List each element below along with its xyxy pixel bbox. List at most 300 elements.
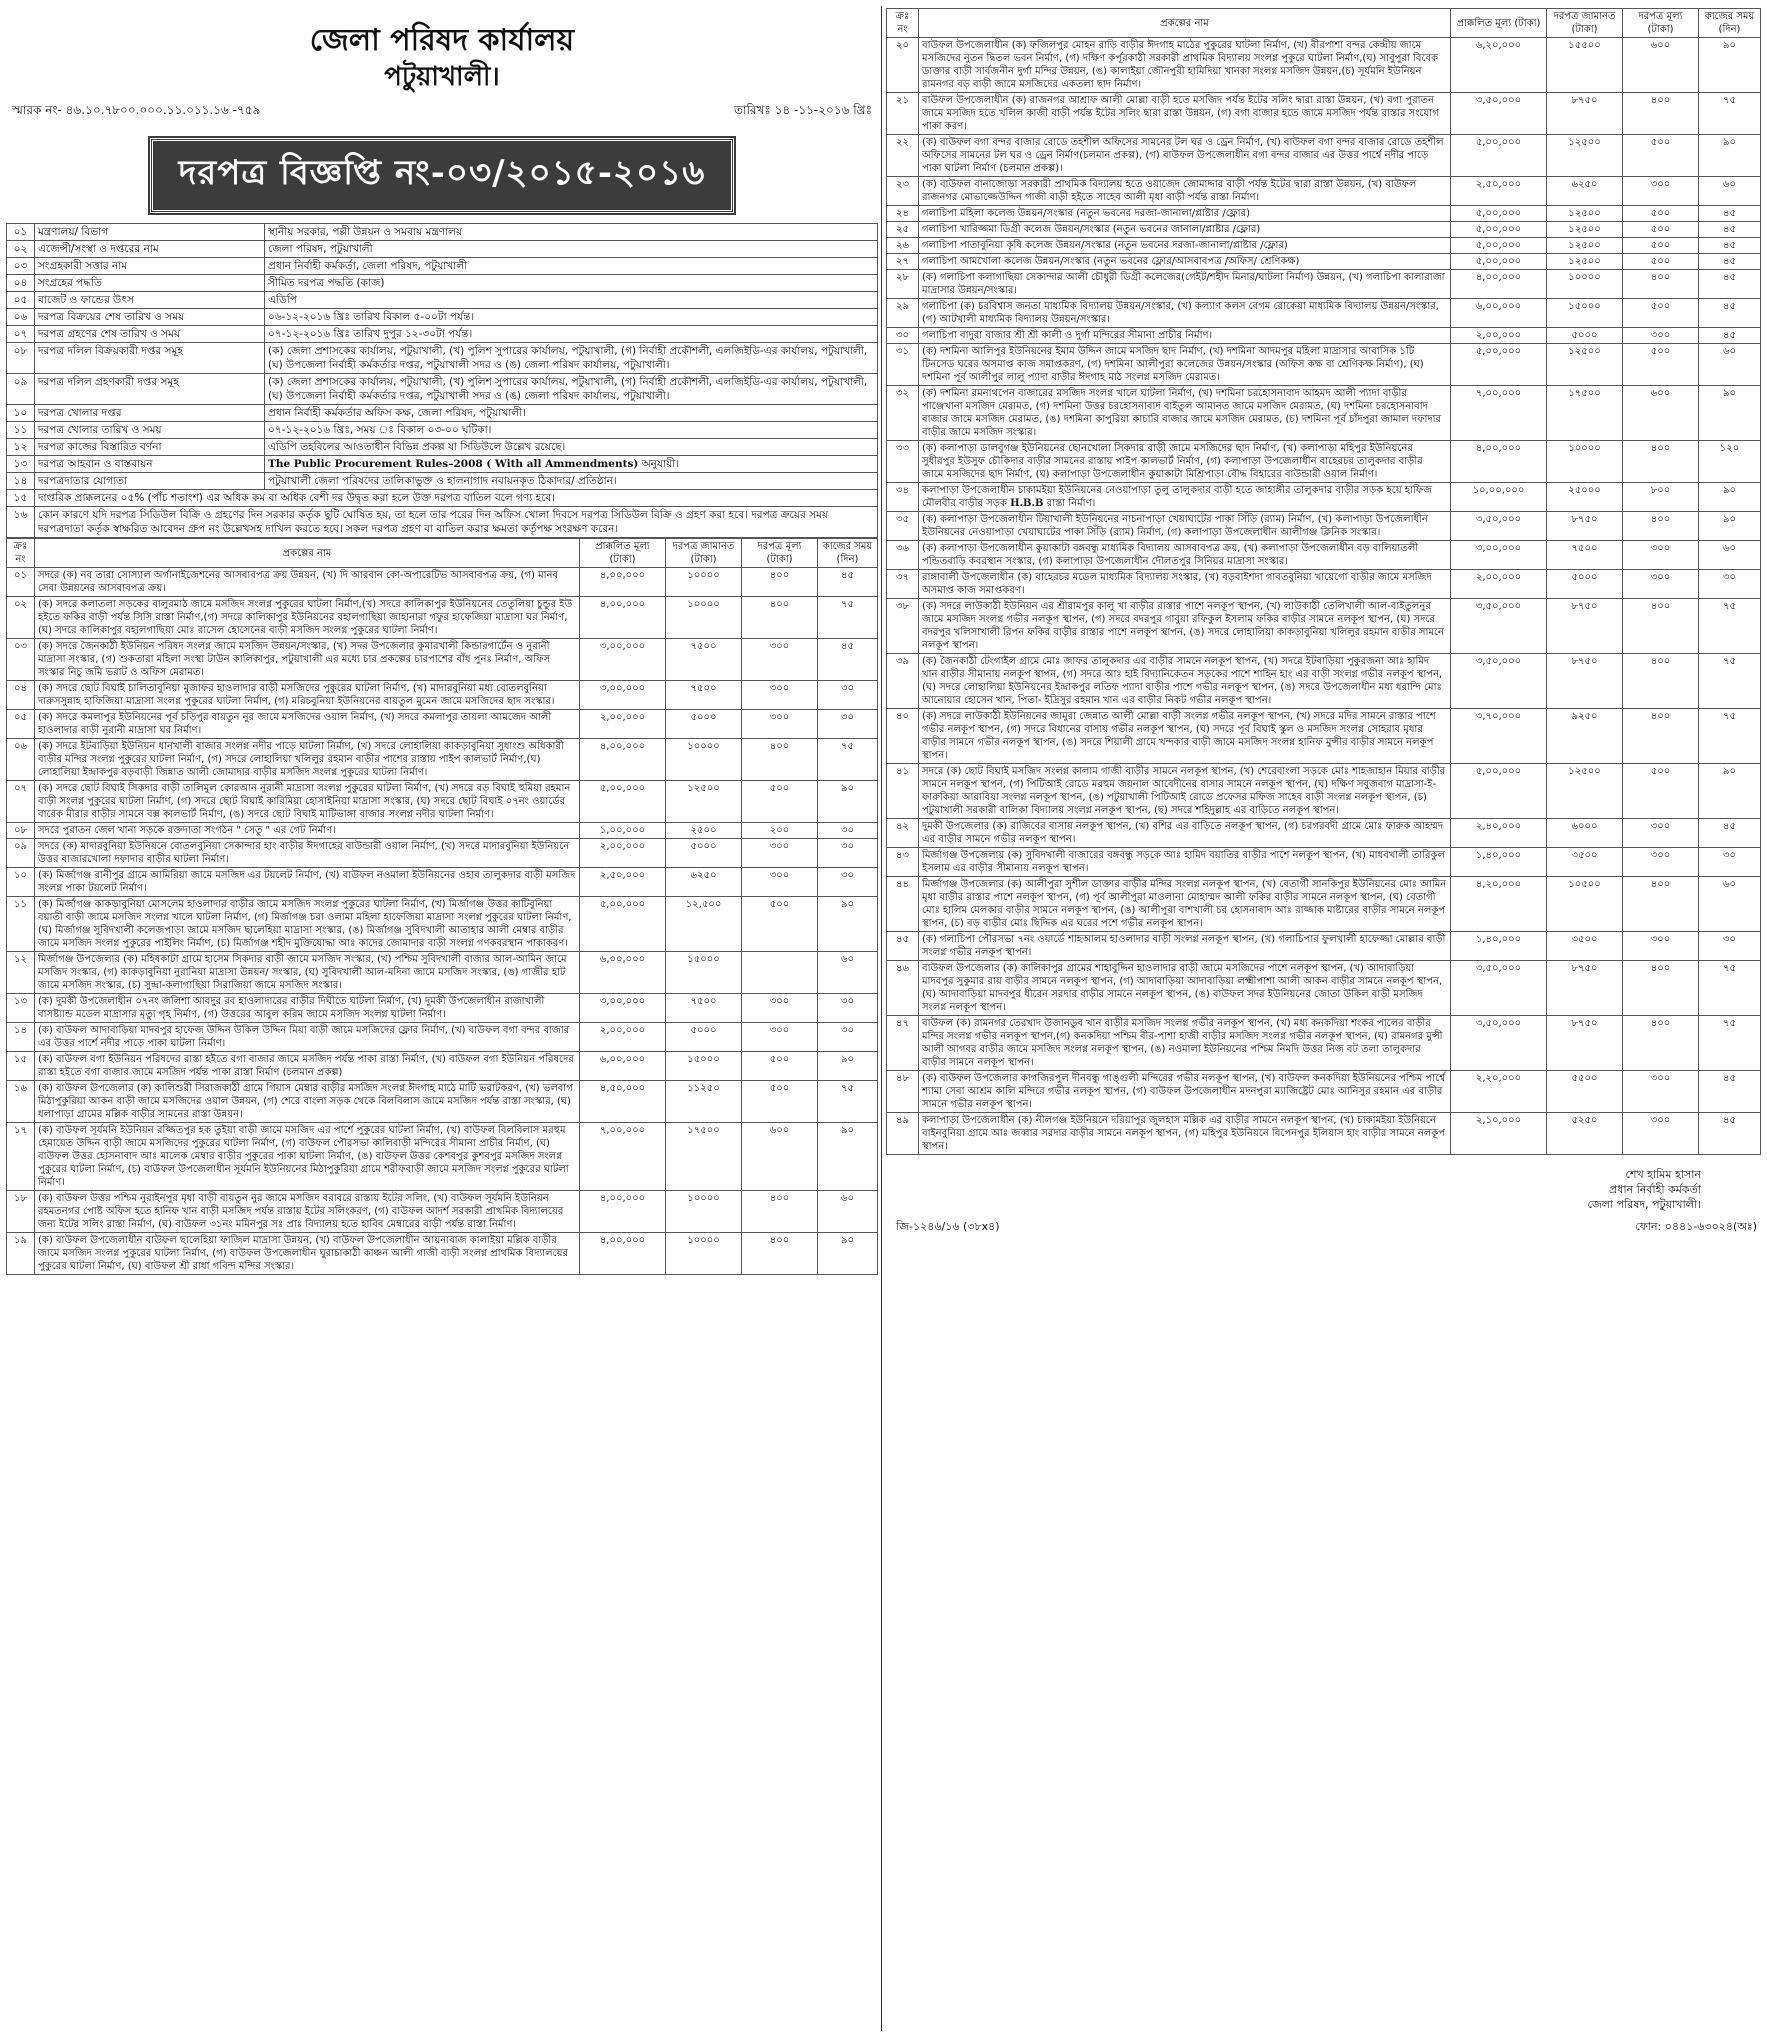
- project-price: ৩০০: [742, 994, 818, 1023]
- project-row: [887, 709, 1761, 764]
- project-security: ৫২৫০: [1547, 1113, 1623, 1155]
- project-row: [887, 254, 1761, 270]
- info-row: [7, 309, 878, 326]
- project-row: [887, 541, 1761, 570]
- project-serial: ০৪: [7, 681, 35, 710]
- project-price: ৪০০: [742, 597, 818, 639]
- info-row-label: মন্ত্রণালয়/ বিভাগ: [35, 224, 265, 241]
- project-duration: ৩০: [818, 710, 878, 739]
- project-security: ১৫০০০: [666, 952, 742, 994]
- project-row: [887, 483, 1761, 512]
- project-row: [7, 781, 878, 823]
- project-duration: ৭৫: [1699, 654, 1761, 709]
- project-estimate: ২,০০,০০০: [1451, 328, 1547, 344]
- project-name: [919, 541, 1451, 570]
- project-row: [887, 328, 1761, 344]
- project-name-text: (ক) সদরে কলাতলা সড়কের বালুরমাঠ জামে মসজিদ সংলগ্ন পুকুরের ঘাটলা নির্মাণ,(খ) সদরে কালিকাপুর ইউনিয়নের তেতুলিয়া চুন্ডুর ইউ হইতে ফকির বাড়ী পর্যন্ত সিসি রাস্তা নির্মাণ,(গ) সদরে কালিকাপুর ইউনিয়নের বহালগাছিয়া জাহানারা গফুর হাফেজিয়া মাদ্রাসা ঘর নির্মাণ, (ঘ) সদরে কালিকাপুর বহালগাছিয়া মোঃ রাসেল হোসেনের বাড়ী মসজিদ সংলগ্ন পুকুরের ঘাটলা নির্মাণ।: [38, 599, 573, 636]
- project-name: [919, 135, 1451, 177]
- project-row: [7, 1233, 878, 1275]
- project-serial: ৩১: [887, 344, 919, 386]
- project-name-text: (ক) সদরে ইটবাড়িয়া ইউনিয়ন ধানখালী বাজার সংলগ্ন নদীর পাড়ে ঘাটলা নির্মাণ, (খ) সদরে লোহালিয়া কাকড়াবুনিয়া সুধাংশু অধিকারী বাড়ীর মন্দির সংলগ্ন পুকুরের ঘাটলা নির্মাণ, (গ) সদরে লোহালিয়া খলিলুর রহমান বাড়ীর পাশের রাস্তায় পাইপ কালভার্ট নির্মাণ,(ঘ) লোহালিয়া ইন্দ্রাকপুর বড়বাড়ী জিন্নাত আলী জোমাদার বাড়ীর মসজিদ সংলগ্ন পুকুরের ঘাটলা নির্মাণ।: [38, 741, 564, 778]
- project-security: ৫০০০: [666, 710, 742, 739]
- project-duration: ৪৫: [1699, 206, 1761, 222]
- project-name: [35, 897, 580, 952]
- project-name: [35, 1081, 580, 1123]
- project-serial: ৪১: [887, 764, 919, 819]
- project-duration: ৩০: [818, 839, 878, 868]
- project-name: [919, 222, 1451, 238]
- info-row: [7, 292, 878, 309]
- project-row: [887, 93, 1761, 135]
- project-serial: ২৭: [887, 254, 919, 270]
- project-name: [35, 739, 580, 781]
- project-name-text: বাউফল (ক) রামনগর তেরখাদ উজানডুব খান বাড়ীর মসজিদ সংলগ্ন গভীর নলকূপ স্থাপন, (খ) মধ্য কনকদিয়া শংকর পালের বাড়ীর মন্দির সংলগ্ন গভীর নলকূপ স্থাপন,(গ) কনকদিয়া পশ্চিম বীর-পাশা হাজী বাড়ীর মসজিদ সংলগ্ন গভীর নলকূপ স্থাপন, (ঘ) রামনগর মুন্সী আলী আগবর বাড়ীর জামে মসজিদ সংলগ্ন নলকূপ স্থাপন, (ঙ) নওমালা ইউনিয়নের পশ্চিম নিমদি উত্তর নিজ বট তলা তালুকদার বাড়ীর সামনে নলকূপ স্থাপন।: [922, 1018, 1443, 1068]
- project-price: ৩০০: [1623, 328, 1699, 344]
- info-row-value-text: অনুযায়ী।: [641, 458, 680, 470]
- info-row-label: দরপত্র আহবান ও বাস্তবায়ন: [35, 456, 265, 473]
- project-security: ৭৫০০: [666, 681, 742, 710]
- project-security: ৫০০০: [1547, 570, 1623, 599]
- project-duration: ৯০: [818, 1052, 878, 1081]
- project-duration: ৪৫: [1699, 819, 1761, 848]
- project-name-text: সদরে (ক) ছোট বিঘাই মসজিদ সংলগ্ন কালাম গাজী বাড়ীর সামনে নলকূপ স্থাপন, (খ) শেরেবাংলা সড়কে মোঃ শাহজাহান মিয়ার বাড়ীর সামনে নলকূপ স্থাপন, (গ) পিটিআই রোডে মরহুম জয়নাল আবেদীনের বাসার সামনে নলকূপ স্থাপন, (ঘ) দক্ষিণ সবুজবাগ মাদ্রাসা-ই-ফারুকিয়া আরাবিয়া সংলগ্ন নলকূপ স্থাপন, (ঙ) পটুয়াখালী পিটিআই রোডে প্রফেসর মফিজ সাহেব বাড়ী সংলগ্ন নলকূপ স্থাপন, (চ) পটুয়াখালী সরকারী বালিকা বিদ্যালয় সংলগ্ন নলকূপ স্থাপন, (ছ) সদরে শহিদুল্লাহ এর বাড়িতে নলকূপ স্থাপন।: [922, 766, 1446, 816]
- project-security: ৯২৫০: [1547, 709, 1623, 764]
- project-price: ৫০০: [742, 1081, 818, 1123]
- project-row: [887, 599, 1761, 654]
- project-duration: ৯০: [1699, 386, 1761, 441]
- project-serial: ০৬: [7, 739, 35, 781]
- project-estimate: ৩,০০,০০০: [580, 681, 666, 710]
- project-estimate: ৩,০০,০০০: [580, 639, 666, 681]
- project-duration: ৭৫: [818, 1081, 878, 1123]
- info-row-label: এজেন্সী/সংস্থা ও দপ্তরের নাম: [35, 241, 265, 258]
- project-estimate: ৫,০০,০০০: [1451, 344, 1547, 386]
- header-security: দরপত্র জামানত (টাকা): [1547, 9, 1623, 38]
- project-serial: ১৩: [7, 994, 35, 1023]
- project-security: ৩৫০০: [1547, 848, 1623, 877]
- project-duration: ৯০: [818, 1233, 878, 1275]
- project-serial: ০২: [7, 597, 35, 639]
- project-duration: ৯০: [1699, 512, 1761, 541]
- project-estimate: ৫,০০,০০০: [1451, 764, 1547, 819]
- project-duration: ৪৫: [1699, 254, 1761, 270]
- project-estimate: ৩,০০,০০০: [1451, 541, 1547, 570]
- project-row: [887, 441, 1761, 483]
- project-name-text: মির্জাগঞ্জ উপজেলার (ক) আলীপুরা সুশীল ডাক্তার বাড়ীর মন্দির সংলগ্ন নলকূপ স্থাপন, (খ) বেতাগী সানকিপুর ইউনিয়নের মোঃ আমিন মৃধা বাড়ীর রাস্তার পাশে নলকূপ স্থাপন, (গ) পূর্ব আলীপুরা মাওলানা মোহাম্মদ আলী ফকির বাড়ীর সামনে নলকূপ স্থাপন, (ঘ) বেতাগী মোঃ হালিম মেলকার বাড়ীর সামনে নলকূপ স্থাপন, (ঙ) আলীপুরা বাশখালী চর হোসনাবাদ আঃ রাজ্জাক মাষ্টারের বাড়ীর সামনে নলকূপ স্থাপন, (চ) বড় বাড়ীর মোঃ ছিদ্দিক এর ঘরের পশে গভীর নলকূপ স্থাপন।: [922, 879, 1447, 929]
- project-duration: ৭৫: [1699, 599, 1761, 654]
- info-row-number: ০৩: [7, 258, 35, 275]
- project-serial: ৩২: [887, 386, 919, 441]
- info-row-value: (ক) জেলা প্রশাসকের কার্যালয়, পটুয়াখালী, (খ) পুলিশ সুপারের কার্যালয়, পটুয়াখালী, (গ) নির্বাহী প্রকৌশলী, এলজিইডি-এর কার্যালয়, পটুয়াখালী, (ঘ) উপজেলা নির্বাহী কর্মকর্তার দপ্তর, পটুয়াখালী সদর ও (ঙ) জেলা পরিষদ কার্যালয়, পটুয়াখালী।: [265, 343, 878, 374]
- project-duration: ৩০: [818, 868, 878, 897]
- project-security: ৫০০০: [666, 839, 742, 868]
- project-security: ৫৫০০: [1547, 1071, 1623, 1113]
- project-name: [919, 512, 1451, 541]
- project-row: [887, 961, 1761, 1016]
- project-duration: ৪৫: [1699, 270, 1761, 299]
- project-name: [919, 270, 1451, 299]
- project-estimate: ৪,০০,০০০: [1451, 441, 1547, 483]
- project-name: [35, 639, 580, 681]
- project-name-english: H.B.B: [1010, 498, 1044, 509]
- project-name-text: (ক) সদরে কমলাপুর ইউনিয়নের পূর্ব চড়িপুর বায়তুন নুর জামে মসজিদের ওয়াল নির্মাণ, (খ) সদরে কমলাপুর তায়লা আমজেদ আলী হাওলাদার বাড়ী নুরানী মাদ্রাসা ঘর নির্মাণ।: [38, 712, 552, 736]
- info-row-number: ০১: [7, 224, 35, 241]
- info-row-label: সংগ্রহের পদ্ধতি: [35, 275, 265, 292]
- project-price: ৮০০: [1623, 483, 1699, 512]
- project-row: [7, 1123, 878, 1191]
- project-estimate: ৩,৫০,০০০: [1451, 654, 1547, 709]
- project-row: [7, 952, 878, 994]
- project-name: [919, 819, 1451, 848]
- project-estimate: ৫,০০,০০০: [580, 781, 666, 823]
- phone-number: ফোন: ০৪৪১-৬৩০২৪(অঃ): [1635, 1220, 1757, 1233]
- project-estimate: ৩,৭০,০০০: [1451, 709, 1547, 764]
- project-name: [919, 932, 1451, 961]
- project-serial: ২৪: [887, 206, 919, 222]
- project-name-text: (ক) গলাচিপা পৌরসভা ৭নং ওয়ার্ডে শাহআলম হাওলাদার বাড়ী সংলগ্ন নলকূপ স্থাপন, (খ) গলাচিপার ফুলখালী হাফেজ্জা মোল্লার বাড়ী সংলগ্ন গভীর নলকূপ স্থাপন।: [922, 934, 1446, 958]
- project-duration: ৭৫: [1699, 1016, 1761, 1071]
- project-estimate: ৫,০০,০০০: [1451, 135, 1547, 177]
- project-duration: ৪৫: [1699, 238, 1761, 254]
- signatory-title: প্রধান নির্বাহী কর্মকর্তা: [1608, 1183, 1701, 1196]
- table-header-row: [887, 9, 1761, 38]
- info-row-number: ১৬: [7, 507, 35, 538]
- info-row: [7, 422, 878, 439]
- project-security: ১০০০০: [1547, 270, 1623, 299]
- project-estimate: ২,৪০,০০০: [1451, 819, 1547, 848]
- project-security: ১৫৫০০: [1547, 38, 1623, 93]
- project-row: [7, 739, 878, 781]
- project-row: [887, 238, 1761, 254]
- project-price: ৩০০: [742, 639, 818, 681]
- project-security: ১৫০০০: [666, 1052, 742, 1081]
- project-name-text: কলাপাড়া উপজেলাধীন চাকামইয়া ইউনিয়নের নেওয়াপাড়া তুলু তালুকদার বাড়ী হতে জাহাঙ্গীর তালুকদার বাড়ীর সড়ক হয়ে হাফিজ মৌলবীর বাড়ীর সড়ক: [922, 485, 1433, 509]
- project-name-text: (ক) মির্জাগঞ্জ কাকড়াবুনিয়া মোসলেম হাওলাদার বাড়ীর জামে মসজিদ সংলগ্ন পুকুরের ঘাটলা নির্মাণ, (খ) মির্জাগঞ্জ উত্তর কাটিবুনিয়া বয়াতী বাড়ী জামে মসজিদ সংলগ্ন খালে ঘাটলা নির্মাণ, (গ) মির্জাগঞ্জ চরা ওলামা মহিলা হাফেজিয়া মাদ্রাসা সংলগ্ন পুকুরের ঘাটলা নির্মাণ, (ঘ) মির্জাগঞ্জ সুবিদখালী কলেজপাড়া জামে মসজিদ ছালেহিয়া মাদ্রাসা সংস্কার, (ঙ) মির্জাগঞ্জ সুবিদখালী আতাহার আলী মেম্বার বাড়ীর জামে মসজিদ সংলগ্ন পুকুরের পাইলিং নির্মাণ, (চ) মির্জাগঞ্জ শহীদ মুক্তিযোদ্ধা আঃ কাদের জোমাদার বাড়ী সংলগ্ন গণকবরস্থান পাকাকরণ।: [38, 899, 572, 949]
- project-estimate: ৪,৫০,০০০: [580, 1081, 666, 1123]
- project-name-text: সদরে (ক) মাদারবুনিয়া ইউনিয়নে বোতলবুনিয়া সেকান্দার হাং বাড়ীর ঈদগাহের বাউন্ডারী ওয়াল নির্মাণ, (খ) সদরে মাদারবুনিয়া ইউনিয়নে উত্তর বাজারখোলা দফাদার বাড়ীর ঘাটলা নির্মাণ।: [38, 841, 570, 865]
- header-project-name: প্রকল্পের নাম: [35, 539, 580, 568]
- project-serial: ৩৯: [887, 654, 919, 709]
- project-table-left: [6, 538, 878, 1275]
- project-serial: ২৮: [887, 270, 919, 299]
- project-serial: ৩৭: [887, 570, 919, 599]
- project-name: [35, 868, 580, 897]
- project-name-text: বাউফল উপজেলার (ক) কালিকাপুর গ্রামের শাহাবুদ্দিন হাওলাদার বাড়ী জামে মসজিদের পাশে নলকূপ স্থাপন, (খ) আদাবাড়িয়া মাদবপুর সুকুমার রায় বাড়ীর সামনে নলকূপ স্থাপন, (গ) আদাবাড়িয়া আদাবাড়িয়া লক্ষ্মীপাশা আলী আকন বাড়ীর সামনে নলকূপ স্থাপন, (ঘ) আদাবাড়িয়া মাদবপুর ধীরেন সরদার বাড়ীর সামনে নলকূপ স্থাপন, (ঙ) বাউফল সদর ইউনিয়নের জোতা উকিল বাড়ী মসজিদ সংলগ্ন নলকূপ স্থাপন।: [922, 963, 1443, 1013]
- project-price: ৪০০: [1623, 709, 1699, 764]
- project-serial: ৩৮: [887, 599, 919, 654]
- project-price: ৫০০: [1623, 135, 1699, 177]
- project-duration: ৪৫: [1699, 222, 1761, 238]
- signatory-name: শেখ হামিম হাসান: [1625, 1168, 1701, 1181]
- project-price: ৩০০: [742, 1023, 818, 1052]
- project-row: [7, 868, 878, 897]
- project-duration: ৩০: [1699, 848, 1761, 877]
- project-duration: ৬০: [818, 952, 878, 994]
- project-row: [7, 681, 878, 710]
- project-serial: ৪৭: [887, 1016, 919, 1071]
- info-row-value: স্থানীয় সরকার, পল্লী উন্নয়ন ও সমবায় মন্ত্রণালয়: [265, 224, 878, 241]
- project-duration: ৩০: [818, 681, 878, 710]
- project-price: ৪০০: [1623, 93, 1699, 135]
- project-name: [919, 570, 1451, 599]
- project-security: ১২৫০০: [1547, 344, 1623, 386]
- info-row-value: এডিপি তহবিলের আওতাধীন বিভিন্ন প্রকল্প যা সিডিউলে উল্লেখ রয়েছে।: [265, 439, 878, 456]
- project-name-tail: রাস্তা নির্মাণ।: [1046, 498, 1096, 509]
- project-price: ৪০০: [1623, 270, 1699, 299]
- project-name: [35, 681, 580, 710]
- project-row: [887, 1071, 1761, 1113]
- project-estimate: ১,০০,০০০: [580, 823, 666, 839]
- project-serial: ৪৪: [887, 877, 919, 932]
- project-security: ১৫০০০: [1547, 299, 1623, 328]
- project-duration: ৭৫: [818, 597, 878, 639]
- project-serial: ২৯: [887, 299, 919, 328]
- project-duration: ৬০: [1699, 877, 1761, 932]
- project-serial: ০৮: [7, 823, 35, 839]
- project-price: ৪০০: [742, 568, 818, 597]
- project-row: [887, 1016, 1761, 1071]
- project-duration: ৪৫: [1699, 299, 1761, 328]
- project-serial: ১৬: [7, 1081, 35, 1123]
- project-price: ৪০০: [1623, 512, 1699, 541]
- project-duration: ৩০: [1699, 570, 1761, 599]
- project-security: ৭৫০০: [666, 639, 742, 681]
- project-estimate: ৬,০০,০০০: [580, 1052, 666, 1081]
- project-security: ৬০০০: [1547, 819, 1623, 848]
- project-price: ৩০০: [742, 710, 818, 739]
- project-estimate: ৪,২০,০০০: [1451, 877, 1547, 932]
- project-serial: ০১: [7, 568, 35, 597]
- header-serial: ক্রঃ নং: [887, 9, 919, 38]
- project-name-text: (ক) বাউফল বগা বন্দর বাজার রোডে তহশীল অফিসের সামনের টল ঘর ও ড্রেন নির্মাণ, (খ) বাউফল বগা বন্দর বাজার রোডে তহশীল অফিসের সামনের টল ঘর ও ড্রেন নির্মাণ(চলমান প্রকল্প), (গ) বাউফল উপজেলাধীন বগা বন্দর বাজার এর উত্তর পার্শ্বে নদীর পাড়ে পাকা ঘাটলা নির্মাণ (চলমান প্রকল্প)।: [922, 137, 1444, 174]
- project-estimate: ৪,০০,০০০: [1451, 270, 1547, 299]
- project-price: ৫০০: [1623, 238, 1699, 254]
- info-row-label: দরপত্রদাতার যোগ্যতা: [35, 473, 265, 490]
- info-row-value: ০৭-১২-২০১৬ খ্রিঃ তারিখ দুপুর ১২-৩০টা পর্যন্ত।: [265, 326, 878, 343]
- project-name: [35, 781, 580, 823]
- project-name: [35, 952, 580, 994]
- project-row: [7, 1052, 878, 1081]
- project-security: ১২৫০০: [666, 781, 742, 823]
- project-name: [919, 93, 1451, 135]
- table-header-row: [7, 539, 878, 568]
- info-row: [7, 439, 878, 456]
- project-name: [919, 328, 1451, 344]
- project-price: ৩০০: [1623, 932, 1699, 961]
- notice-title-banner: দরপত্র বিজ্ঞপ্তি নং-০৩/২০১৫-২০১৬: [150, 138, 735, 213]
- project-name-text: মির্জাগঞ্জ উপজেলায় (ক) সুবিদখালী বাজারের বঙ্গবন্ধু সড়কে আঃ হামিদ বয়াতির বাড়ীর পাশে নলকূপ স্থাপন, (খ) মাধবখালী তারিকুল ইসলাম এর বাড়ীর সীমানায় নলকূপ স্থাপন।: [922, 850, 1445, 874]
- project-price: ৪০০: [742, 1233, 818, 1275]
- project-name: [919, 483, 1451, 512]
- project-row: [887, 932, 1761, 961]
- project-table-right: [886, 8, 1761, 1155]
- project-serial: ৩৩: [887, 441, 919, 483]
- project-name-text: কলাপাড়া উপজেলাধীন (ক) নীলগঞ্জ ইউনিয়নে দরিয়াপুর জুলহাস মল্লিক এর বাড়ীর সামনে নলকূপ স্থাপন, (খ) চাকামইয়া ইউনিয়নে বাইনবুনিয়া গ্রামে আঃ জব্বার সরদার বাড়ীর সামনে নলকূপ স্থাপন, (গ) মহিপুর ইউনিয়নে বিপেনপুর ইলিয়াস হাং বাড়ীর সামনে নলকূপ স্থাপন।: [922, 1115, 1445, 1152]
- project-estimate: ২,০০,০০০: [1451, 570, 1547, 599]
- info-row-number: ০৭: [7, 326, 35, 343]
- project-name: [919, 654, 1451, 709]
- header-estimate: প্রাক্কলিত মূল্য (টাকা): [1451, 9, 1547, 38]
- project-estimate: ৬,০০,০০০: [580, 952, 666, 994]
- project-name-text: সদরে পুরাতন জেল খানা সড়কে রক্তদাতা সংগঠন " সেতু " এর গেট নির্মাণ।: [38, 825, 336, 836]
- info-row-number: ১১: [7, 422, 35, 439]
- project-price: ৪০০: [1623, 961, 1699, 1016]
- header-price: দরপত্র মূল্য (টাকা): [742, 539, 818, 568]
- project-duration: ৯০: [1699, 764, 1761, 819]
- project-security: ৮৭৫০: [1547, 93, 1623, 135]
- project-row: [887, 570, 1761, 599]
- project-security: ১০০০০: [666, 597, 742, 639]
- info-row: [7, 456, 878, 473]
- left-column: [6, 8, 878, 2028]
- info-row-number: ০৪: [7, 275, 35, 292]
- footer-row: [886, 1212, 1761, 1237]
- project-duration: ৯০: [1699, 483, 1761, 512]
- project-name-text: (ক) সদরে লাউকাঠী ইউনিয়নের জামুরা জেন্নাত আলী মোল্লা বাড়ী সংলগ্ন গভীর নলকূপ স্থাপন, (খ) সদরে মদির সামনে রাস্তার পাশে গভীর নলকূপ স্থাপন, (গ) সদরে বিধানের বাসায় গভীর নলকূপ স্থাপন, (ঘ) সদরে পূর্ব বিঘাই স্কুল ও মসজিদ সংলগ্ন সোহরাব মৃধার বাড়ীর সামনে গভীর নলকূপ স্থাপন, (ঙ) সদরে শিয়ালী গ্রামে খন্দকার বাড়ী জামে মসজিদ সংলগ্ন হানিফ মুন্সীর বাড়ীর সামনে নলকূপ স্থাপন।: [922, 711, 1436, 761]
- info-row-label: দরপত্র কাজের বিস্তারিত বর্ণনা: [35, 439, 265, 456]
- project-row: [887, 299, 1761, 328]
- project-duration: ৯০: [1699, 135, 1761, 177]
- project-name: [919, 177, 1451, 206]
- project-price: ৪০০: [742, 1191, 818, 1233]
- project-estimate: ৪,০০,০০০: [580, 739, 666, 781]
- project-name-text: (ক) সদরে ছোট বিঘাই চালিতাবুনিয়া মুজাফর হাওলাদার বাড়ী মসজিদের পুকুরের ঘাটলা নির্মাণ, (খ) মাদারবুনিয়া মধ্য বোতলবুনিয়া দারুসসুন্নাহ হাফিজিয়া মাদ্রাসা সংলগ্ন পুকুরের ঘাটলা নির্মাণ, (গ) মরিচবুনিয়া ইউনিয়নের বায়তুল মুমেন জামে মসজিদের ছাদ সংস্কার।: [38, 683, 555, 707]
- project-row: [887, 848, 1761, 877]
- project-price: ৩০০: [1623, 1071, 1699, 1113]
- office-location: পটুয়াখালী।: [384, 62, 500, 92]
- reference-code: জি-১২৪৬/১৬ (৩৮x৪): [896, 1220, 1000, 1233]
- project-serial: ২০: [887, 38, 919, 93]
- project-serial: ০৯: [7, 839, 35, 868]
- info-row-value: ০৭-১২-২০১৬ খ্রিঃ, সময় ঃ বিকাল ০৩-০০ ঘটিকা।: [265, 422, 878, 439]
- project-price: ৪০০: [1623, 441, 1699, 483]
- project-duration: ৬০: [818, 1191, 878, 1233]
- project-serial: ১৭: [7, 1123, 35, 1191]
- info-row-label: দরপত্র দলিল বিক্রয়কারী দপ্তর সমূহ: [35, 343, 265, 374]
- signature-block: [886, 1155, 1761, 1212]
- info-row-number: ১৪: [7, 473, 35, 490]
- project-duration: ৯০: [818, 781, 878, 823]
- info-row-label: দরপত্র বিক্রয়ের শেষ তারিখ ও সময়: [35, 309, 265, 326]
- project-price: ৩০০: [742, 839, 818, 868]
- project-row: [887, 819, 1761, 848]
- info-row-number: ০৫: [7, 292, 35, 309]
- project-name-text: (ক) সদরে লাউকাঠী ইউনিয়ন এর শ্রীরামপুর কালু খা বাড়ীর রাস্তার পাশে নলকূপ স্থাপন, (খ) লাউকাঠী তেলিখালী আল-বাইতুলনুর জামে মসজিদ সংলগ্ন গভীর নলকূপ স্থাপন, (গ) সদরে বদরপুর গাবুয়া রফিকুল ইসলাম ফকির বাড়ীর সামনে নলকূপ স্থাপন, (ঘ) সদরে বদরপুর খলিসাখালী রিপন ফকির বাড়ীর রাস্তার পাশে নলকূপ স্থাপন, (ঙ) সদরে লোহালিয়া কাকড়াবুনিয়া খলিলুর রহমান বাড়ীর সামনে নলকূপ স্থাপন।: [922, 601, 1444, 651]
- project-security: ৮৭৫০: [1547, 599, 1623, 654]
- project-name: [919, 254, 1451, 270]
- project-security: ৭৫০০: [1547, 541, 1623, 570]
- project-price: ৫০০: [742, 1052, 818, 1081]
- project-serial: ১৪: [7, 1023, 35, 1052]
- project-duration: ১২০: [1699, 441, 1761, 483]
- project-row: [887, 877, 1761, 932]
- info-row-value: সীমিত দরপত্র পদ্ধতি (কাজ): [265, 275, 878, 292]
- project-name-text: (ক) বাউফল উত্তর পশ্চিম নুরাইনপুর মৃধা বাড়ী বায়তুন নুর জামে মসজিদ বরাবরে রাস্তায় ইটের সলিং, (খ) বাউফল সূর্যমনি ইউনিয়ন রহমতনগর পোষ্ট অফিস হতে হানিফ খান বাড়ী মসজিদ পর্যন্ত রাস্তায় ইটের সলিংকরণ, (গ) বাউফল আদর্শ সরকারী প্রাথমিক বিদ্যালয়ের জন্য ইটের সলিং রাস্তা নির্মাণ, (ঘ) বাউফল ৩১নং মমিনপুর সঃ প্রাঃ বিদ্যালয় হতে হাবিব মেম্বারের বাড়ী পর্যন্ত রাস্তা নির্মাণ।: [38, 1193, 564, 1230]
- info-row-value-english: The Public Procurement Rules–2008 ( With all Ammendments): [268, 458, 639, 470]
- project-row: [887, 654, 1761, 709]
- project-name: [919, 1071, 1451, 1113]
- project-name-text: (ক) বাউফল বগা ইউনিয়ন পরিষদের রাস্তা হইতে বগা বাজার জামে মসজিদ পর্যন্ত পাকা রাস্তা নির্মাণ, (খ) বাউফল বগা ইউনিয়ন পরিষদের রাস্তা হইতে বগা বাজার জামে মসজিদ পর্যন্ত পাকা রাস্তা নির্মাণ (চলমান প্রকল্প): [38, 1054, 574, 1078]
- project-price: ৩০০: [1623, 570, 1699, 599]
- project-duration: ৯০: [818, 1123, 878, 1191]
- project-serial: ১১: [7, 897, 35, 952]
- project-security: ১২৫০০: [1547, 206, 1623, 222]
- project-row: [887, 270, 1761, 299]
- project-name: [35, 568, 580, 597]
- project-name: [35, 1191, 580, 1233]
- project-security: ৮৭৫০: [1547, 654, 1623, 709]
- info-row-label: বাজেট ও ফান্ডের উৎস: [35, 292, 265, 309]
- info-row-text: কোন কারণে যদি দরপত্র সিডিউল বিক্রি ও গ্রহণের দিন সরকার কর্তৃক ছুটি ঘোষিত হয়, তা হলে তার পরের দিন অফিস খোলা দিবসে দরপত্র সিডিউল বিক্রি ও গ্রহণ করা হবে। দরপত্র ক্রয়ের সময় দরপত্রদাতা কর্তৃক স্বাক্ষরিত আবেদন গ্রুপ নং উল্লেখসহ দাখিল করতে হবে। সকল দরপত্র গ্রহণ বা বাতিল করার ক্ষমতা কর্তৃপক্ষ সংরক্ষণ করেন।: [35, 507, 878, 538]
- project-name: [35, 1233, 580, 1275]
- project-security: ১২৫০০: [1547, 238, 1623, 254]
- info-row-value: (ক) জেলা প্রশাসকের কার্যালয়, পটুয়াখালী, (খ) পুলিশ সুপারের কার্যালয়, পটুয়াখালী, (গ) নির্বাহী প্রকৌশলী, এলজিইডি-এর কার্যালয়, পটুয়াখালী, (ঘ) উপজেলা নির্বাহী কর্মকর্তার দপ্তর, পটুয়াখালী সদর ও (ঙ) জেলা পরিষদ কার্যালয়, পটুয়াখালী।: [265, 374, 878, 405]
- info-row: [7, 326, 878, 343]
- info-row: [7, 374, 878, 405]
- project-name-text: গলাচিপা বাদুরা বাজার শ্রী শ্রী কালী ও দুর্গা মন্দিরের সীমানা প্রাচীর নির্মাণ।: [922, 330, 1213, 341]
- info-row-value: প্রধান নির্বাহী কর্মকর্তা, জেলা পরিষদ, পটুয়াখালী: [265, 258, 878, 275]
- project-name: [35, 1123, 580, 1191]
- project-security: ৮৭৫০: [1547, 1016, 1623, 1071]
- project-price: ২০০: [742, 823, 818, 839]
- project-estimate: ৫,০০,০০০: [1451, 238, 1547, 254]
- project-name-text: (ক) সদরে জৈনকাঠী ইউনিয়ন পরিষদ সংলগ্ন জামে মসজিদ উন্নয়ন/সংস্কার, (খ) সদর উপজেলার কুমারখালী কিন্ডারগার্টেন ও নুরানী মাদ্রাসা সংস্কার, (গ) শুকতারা মহিলা সংস্থা টাউন কালিকাপুর, পটুয়াখালী এর মধ্যে চার প্রকল্পের চারপাশের বাঁধ পুনঃ নির্মাণ, অফিস সংস্কার নিচু জমি ভরাট ও অফিস মেরামত।: [38, 641, 551, 678]
- header-serial: ক্রঃ নং: [7, 539, 35, 568]
- project-price: ৪০০: [742, 739, 818, 781]
- header-duration: কাজের সময় (দিন): [1699, 9, 1761, 38]
- project-name: [35, 839, 580, 868]
- project-row: [7, 1081, 878, 1123]
- project-name: [919, 848, 1451, 877]
- project-estimate: ৩,৫০,০০০: [1451, 961, 1547, 1016]
- project-duration: ৭৫: [818, 739, 878, 781]
- right-column: [886, 8, 1761, 2028]
- project-security: ৫০০০: [666, 1023, 742, 1052]
- project-serial: ৪৫: [887, 932, 919, 961]
- project-duration: ৭৫: [1699, 709, 1761, 764]
- project-name: [35, 1023, 580, 1052]
- project-serial: ০৭: [7, 781, 35, 823]
- info-row: [7, 258, 878, 275]
- info-row-number: ১৩: [7, 456, 35, 473]
- project-security: ১২৫০০: [1547, 135, 1623, 177]
- project-row: [887, 177, 1761, 206]
- project-price: [742, 952, 818, 994]
- header-price: দরপত্র মূল্য (টাকা): [1623, 9, 1699, 38]
- project-name-text: গলাচিপা আমখোলা কলেজ উন্নয়ন/সংস্কার (নতুন ভবনের ফ্লোর/আসবাবপত্র /অফিস/ শ্রেণিকক্ষ): [922, 256, 1300, 267]
- project-serial: ০৫: [7, 710, 35, 739]
- project-name-text: (ক) কলাপাড়া উপজেলাধীন কুয়াকাটা বঙ্গবন্ধু মাধ্যমিক বিদ্যালয় আসবাবপত্র ক্রয়, (খ) কলাপাড়া উপজেলাধীন বড় বালিয়াতলী পন্ডিতবাড়ি কবরস্থান সংস্কার, (গ) কলাপাড়া উপজেলাধীন দৌলতপুর সিনিয়র মাদ্রাসা সংস্কার।: [922, 543, 1419, 567]
- project-name: [919, 344, 1451, 386]
- info-row: [7, 405, 878, 422]
- notice-banner-wrap: [6, 138, 878, 213]
- project-serial: ৩৫: [887, 512, 919, 541]
- project-duration: ৩০: [818, 1023, 878, 1052]
- project-security: ১৭৫০০: [666, 1123, 742, 1191]
- project-estimate: ৪,০০,০০০: [580, 1233, 666, 1275]
- project-estimate: ৫,০০,০০০: [1451, 254, 1547, 270]
- project-name-text: (ক) দুমকী উপজেলাধীন ০৭নং জলিশা আবদুর রব হাওলাদারের বাড়ীর দিঘীতে ঘাটলা নির্মাণ, (খ) দুমকী উপজেলাধীন রাজাখালী বাসষ্ট্যান্ড মডেল মাদ্রাসার মৃত্যু গৃহ নির্মাণ, (গ) উত্তরের আবুল করিম জামে মসজিদ সংলগ্ন ঘাটলা নির্মাণ।: [38, 996, 545, 1020]
- project-estimate: ২,০০,০০০: [580, 1023, 666, 1052]
- project-name: [919, 441, 1451, 483]
- project-serial: ৪৬: [887, 961, 919, 1016]
- project-name-text: (ক) বাউফল উপজেলার (ক) কালিশুরী সিরাজকাঠী গ্রামে গিয়াস মেম্বার বাড়ীর মসজিদ সংলগ্ন ঈদগাহ মাঠে মাটি ভরাটকরণ, (খ) ভলবাগ মিঠাপুকুরিয়া আকন বাড়ী জামে মসজিদের ওয়াল উন্নয়ন, (গ) শেরে বাংলা সড়ক থেকে বিলবিলাস জামে মসজিদ পর্যন্ত রাস্তা সংস্কার, (ঘ) ধলাপাড়া গ্রামের মল্লিক বাড়ীর সামনের রাস্তা উন্নয়ন।: [38, 1083, 573, 1120]
- project-serial: ৩৪: [887, 483, 919, 512]
- project-estimate: ২,২০,০০০: [1451, 1071, 1547, 1113]
- project-serial: ৪২: [887, 819, 919, 848]
- project-row: [7, 568, 878, 597]
- project-name: [919, 764, 1451, 819]
